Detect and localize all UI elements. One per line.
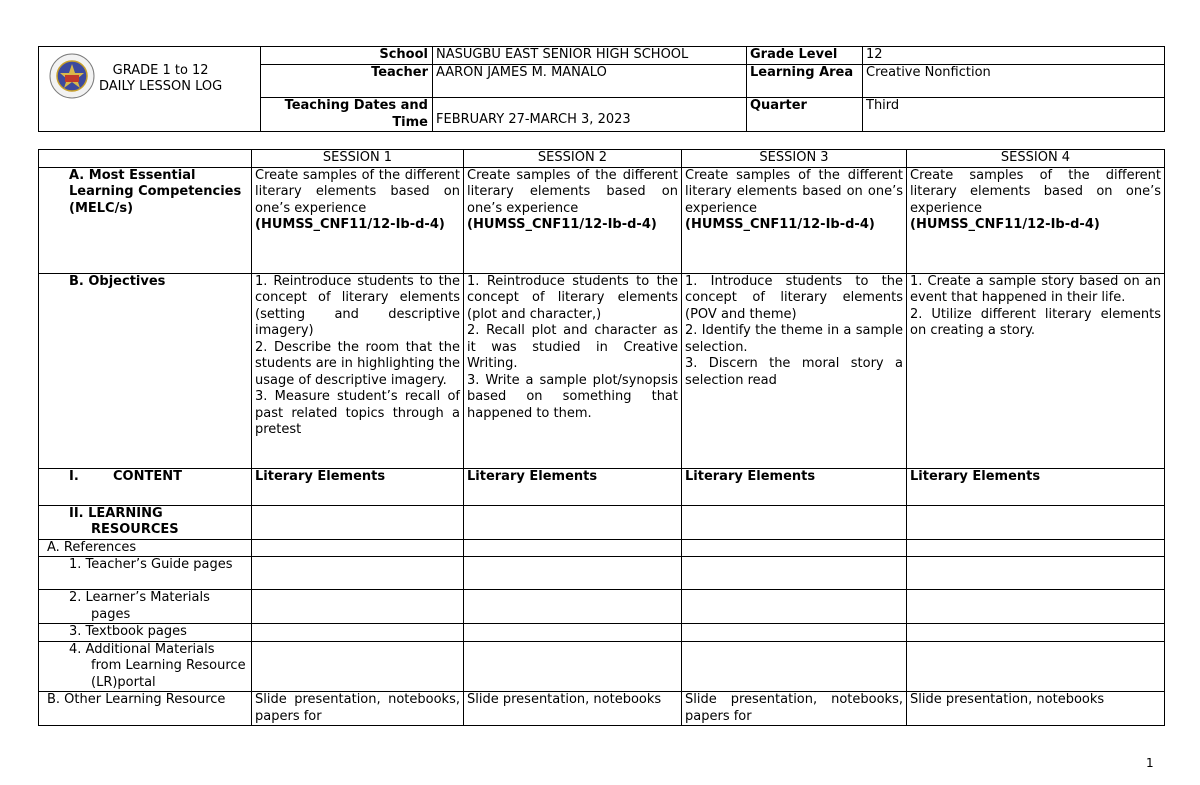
dates-label: Teaching Dates and Time xyxy=(261,98,433,132)
melc-text: Create samples of the different literary elements based on one’s experience xyxy=(467,167,678,216)
empty-cell xyxy=(464,557,682,590)
title-line-1: GRADE 1 to 12 xyxy=(112,63,209,78)
empty-cell xyxy=(907,624,1165,642)
empty-cell xyxy=(682,590,907,624)
session-4-header: SESSION 4 xyxy=(907,150,1165,168)
melc-text: Create samples of the different literary elements based on one’s experience xyxy=(910,167,1161,216)
school-value: NASUGBU EAST SENIOR HIGH SCHOOL xyxy=(433,47,747,65)
quarter-value: Third xyxy=(863,98,1165,132)
session-header-row xyxy=(39,150,1165,168)
dates-value: FEBRUARY 27-MARCH 3, 2023 xyxy=(433,98,747,132)
other-resources-session-1: Slide presentation, notebooks, papers for xyxy=(252,692,464,726)
empty-cell xyxy=(682,539,907,557)
objectives-session-2 xyxy=(464,273,682,468)
other-resources-row xyxy=(39,692,1165,726)
school-label: School xyxy=(261,47,433,65)
melc-text: Create samples of the different literary elements based on one’s experience xyxy=(255,167,460,216)
melc-code: (HUMSS_CNF11/12-Ib-d-4) xyxy=(685,217,875,232)
empty-cell xyxy=(252,505,464,539)
objective-item: 1. Reintroduce students to the concept of literary elements (setting and descriptive imagery) xyxy=(255,273,460,338)
empty-cell xyxy=(464,641,682,692)
empty-cell xyxy=(252,590,464,624)
empty-cell xyxy=(907,590,1165,624)
teacher-value: AARON JAMES M. MANALO xyxy=(433,65,747,98)
empty-cell xyxy=(907,539,1165,557)
learners-materials-row xyxy=(39,590,1165,624)
melc-session-1 xyxy=(252,167,464,273)
melc-text: Create samples of the different literary elements based on one’s experience xyxy=(685,167,903,216)
title-line-2: DAILY LESSON LOG xyxy=(99,79,223,94)
objective-item: 1. Create a sample story based on an event that happened in their life. xyxy=(910,273,1161,305)
objectives-session-3 xyxy=(682,273,907,468)
content-session-2: Literary Elements xyxy=(464,468,682,505)
lesson-log-table xyxy=(38,149,1165,726)
melc-session-2 xyxy=(464,167,682,273)
content-label-cell xyxy=(39,468,252,505)
melc-code: (HUMSS_CNF11/12-Ib-d-4) xyxy=(910,217,1100,232)
content-row xyxy=(39,468,1165,505)
session-2-header: SESSION 2 xyxy=(464,150,682,168)
empty-cell xyxy=(252,557,464,590)
logo-title-cell xyxy=(39,47,261,132)
objective-item: 2. Utilize different literary elements on creating a story. xyxy=(910,306,1161,338)
empty-cell xyxy=(907,641,1165,692)
empty-cell xyxy=(464,590,682,624)
melc-code: (HUMSS_CNF11/12-Ib-d-4) xyxy=(255,217,445,232)
empty-cell xyxy=(907,505,1165,539)
empty-cell xyxy=(682,557,907,590)
textbook-row xyxy=(39,624,1165,642)
empty-cell xyxy=(907,557,1165,590)
other-resources-text: B. Other Learning Resource xyxy=(47,692,226,707)
other-resources-session-4: Slide presentation, notebooks xyxy=(907,692,1165,726)
melc-session-3 xyxy=(682,167,907,273)
empty-cell xyxy=(464,505,682,539)
learning-resources-label: II. LEARNING RESOURCES xyxy=(39,505,252,539)
empty-cell xyxy=(464,624,682,642)
melc-row xyxy=(39,167,1165,273)
references-label: A. References xyxy=(39,539,252,557)
empty-cell xyxy=(252,539,464,557)
objective-item: 2. Describe the room that the students are in highlighting the usage of descriptive imagery. xyxy=(255,339,460,388)
melc-label: A. Most Essential Learning Competencies (MELC/s) xyxy=(39,167,252,273)
other-resources-label xyxy=(39,692,252,726)
empty-cell xyxy=(464,539,682,557)
page-number: 1 xyxy=(1146,756,1154,770)
log-title xyxy=(99,63,222,95)
empty-cell xyxy=(682,624,907,642)
quarter-label: Quarter xyxy=(747,98,863,132)
objectives-row xyxy=(39,273,1165,468)
empty-cell xyxy=(682,641,907,692)
grade-value: 12 xyxy=(863,47,1165,65)
teacher-label: Teacher xyxy=(261,65,433,98)
objective-item: 3. Write a sample plot/synopsis based on something that happened to them. xyxy=(467,372,678,421)
area-value: Creative Nonfiction xyxy=(863,65,1165,98)
other-resources-session-3: Slide presentation, notebooks, papers for xyxy=(682,692,907,726)
melc-code: (HUMSS_CNF11/12-Ib-d-4) xyxy=(467,217,657,232)
deped-seal-icon xyxy=(49,53,95,99)
corner-cell xyxy=(39,150,252,168)
objectives-session-4 xyxy=(907,273,1165,468)
content-session-1: Literary Elements xyxy=(252,468,464,505)
melc-session-4 xyxy=(907,167,1165,273)
empty-cell xyxy=(252,641,464,692)
additional-materials-row xyxy=(39,641,1165,692)
content-session-3: Literary Elements xyxy=(682,468,907,505)
objective-item: 1. Introduce students to the concept of literary elements (POV and theme) xyxy=(685,273,903,322)
area-label: Learning Area xyxy=(747,65,863,98)
teachers-guide-row xyxy=(39,557,1165,590)
additional-materials-label: 4. Additional Materials from Learning Resource (LR)portal xyxy=(39,641,252,692)
content-session-4: Literary Elements xyxy=(907,468,1165,505)
content-label: CONTENT xyxy=(113,468,182,484)
objective-item: 3. Discern the moral story a selection read xyxy=(685,356,903,388)
objectives-label: B. Objectives xyxy=(39,273,252,468)
objective-item: 2. Recall plot and character as it was studied in Creative Writing. xyxy=(467,323,678,371)
empty-cell xyxy=(682,505,907,539)
teachers-guide-label: 1. Teacher’s Guide pages xyxy=(39,557,252,590)
other-resources-session-2: Slide presentation, notebooks xyxy=(464,692,682,726)
empty-cell xyxy=(252,624,464,642)
objective-item: 3. Measure student’s recall of past related topics through a pretest xyxy=(255,389,460,437)
session-3-header: SESSION 3 xyxy=(682,150,907,168)
header-table xyxy=(38,46,1165,132)
session-1-header: SESSION 1 xyxy=(252,150,464,168)
grade-label: Grade Level xyxy=(747,47,863,65)
objectives-session-1 xyxy=(252,273,464,468)
references-row xyxy=(39,539,1165,557)
objective-item: 2. Identify the theme in a sample selection. xyxy=(685,323,903,355)
objective-item: 1. Reintroduce students to the concept of literary elements (plot and character,) xyxy=(467,273,678,322)
learners-materials-label: 2. Learner’s Materials pages xyxy=(39,590,252,624)
content-number: I. xyxy=(69,468,79,484)
textbook-label: 3. Textbook pages xyxy=(39,624,252,642)
learning-resources-row xyxy=(39,505,1165,539)
